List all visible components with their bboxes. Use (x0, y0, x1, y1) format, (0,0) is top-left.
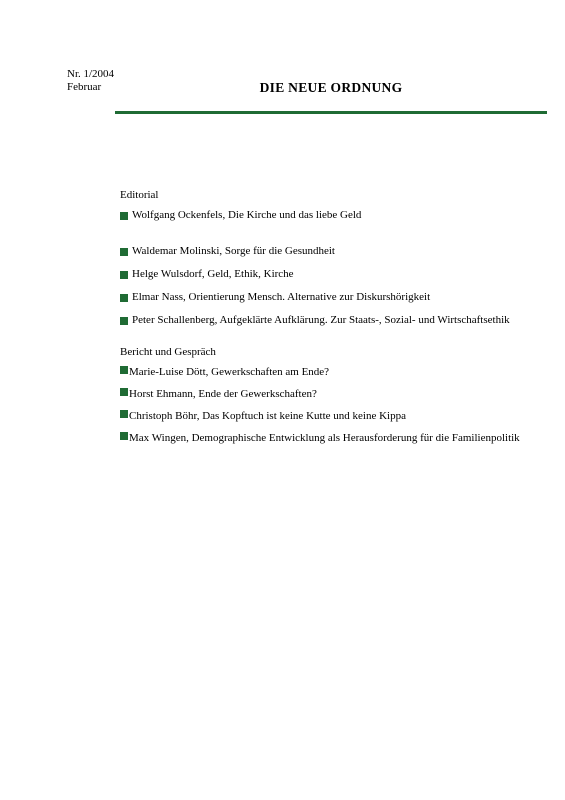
toc-entry-text[interactable]: Marie-Luise Dött, Gewerkschaften am Ende? (129, 366, 330, 378)
toc-entry[interactable] (120, 361, 560, 383)
square-bullet-icon (120, 294, 128, 302)
section-heading: Bericht und Gespräch (120, 346, 216, 358)
toc-entry-text[interactable]: Helge Wulsdorf, Geld, Ethik, Kirche (132, 268, 294, 280)
section-heading: Editorial (120, 189, 159, 201)
toc-entry[interactable] (120, 240, 560, 263)
square-bullet-icon (120, 410, 128, 418)
square-bullet-icon (120, 271, 128, 279)
issue-month: Februar (67, 81, 102, 93)
toc-entry-text[interactable]: Waldemar Molinski, Sorge für die Gesundheit (132, 245, 335, 257)
toc-entry-text[interactable]: Peter Schallenberg, Aufgeklärte Aufklärung. Zur Staats-, Sozial- und Wirtschaftsethik (132, 314, 510, 326)
header-divider (115, 111, 547, 114)
toc-entry[interactable] (120, 204, 560, 227)
issue-info (67, 68, 114, 94)
square-bullet-icon (120, 366, 128, 374)
toc-entry-text[interactable]: Christoph Böhr, Das Kopftuch ist keine Kutte und keine Kippa (129, 410, 406, 422)
square-bullet-icon (120, 388, 128, 396)
toc-entry-text[interactable]: Wolfgang Ockenfels, Die Kirche und das liebe Geld (132, 209, 362, 221)
toc-entry[interactable] (120, 309, 560, 332)
toc-entry-text[interactable]: Max Wingen, Demographische Entwicklung als Herausforderung für die Familienpolitik (129, 432, 520, 444)
toc-entry[interactable] (120, 263, 560, 286)
toc-entry[interactable] (120, 286, 560, 309)
section-editorial (120, 186, 560, 227)
toc-entry[interactable] (120, 405, 560, 427)
journal-title: DIE NEUE ORDNUNG (259, 80, 403, 95)
table-of-contents (120, 186, 560, 449)
toc-entry[interactable] (120, 427, 560, 449)
square-bullet-icon (120, 248, 128, 256)
toc-entry-text[interactable]: Horst Ehmann, Ende der Gewerkschaften? (129, 388, 317, 400)
square-bullet-icon (120, 212, 128, 220)
square-bullet-icon (120, 317, 128, 325)
section-bericht-und-gespraech (120, 343, 560, 449)
square-bullet-icon (120, 432, 128, 440)
toc-entry-text[interactable]: Elmar Nass, Orientierung Mensch. Alternative zur Diskurshörigkeit (132, 291, 431, 303)
issue-number: Nr. 1/2004 (67, 68, 115, 80)
toc-entry[interactable] (120, 383, 560, 405)
section-articles (120, 240, 560, 332)
